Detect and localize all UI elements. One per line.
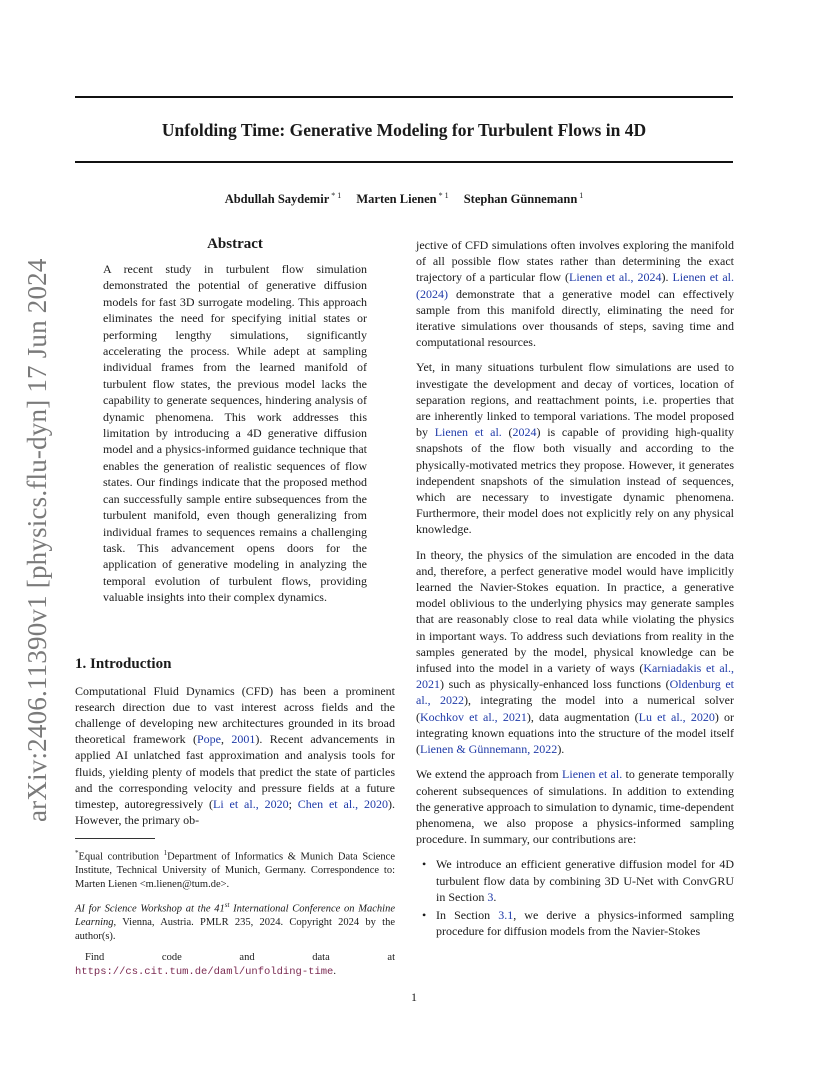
intro-paragraph: Computational Fluid Dynamics (CFD) has been a prominent research direction due to vast interest across fields and the challenge of developing new architectures grounded in its broad theoretical framework (Pope, 2001). Recent advancements in applied AI unlatched fast approximation and analysis tools for fluids, yielding plenty of models that predict the state of particles and the corresponding velocity and pressure fields at a future timestep, autoregressively (Li et al., 2020; Chen et al., 2020). However, the primary ob- <box>75 683 396 828</box>
page-number: 1 <box>411 990 417 1004</box>
citation-link[interactable]: Oldenburg et al., 2022 <box>416 677 735 708</box>
abstract-heading: Abstract <box>207 236 263 252</box>
citation-link[interactable]: Chen et al., 2020 <box>297 796 389 811</box>
abstract-text: A recent study in turbulent flow simulation demonstrated the potential of generative diffusion models for fast 3D surrogate modeling. This approach eliminates the need for specifying initial states or performing lengthy simulations, significantly accelerating the process. While adept at sampling individual frames from the learned manifold of turbulent flow states, the previous model lacks the capability to generate sequences, hindering analysis of dynamic phenomena. This work addresses this limitation by introducing a 4D generative diffusion model and a physics-informed guidance technique that enables the generation of realistic sequences of flow states. Our findings indicate that the proposed method can successfully sample entire subsequences from the turbulent manifold, even though generalizing from individual frames to sequences remains a challenging task. This advancement opens doors for the application of generative modeling in analyzing the temporal evolution of turbulent flows, providing valuable insights into their complex dynamics. <box>103 262 367 605</box>
citation-link[interactable]: Pope <box>196 732 221 747</box>
arxiv-stamp: arXiv:2406.11390v1 [physics.flu-dyn] 17 Jun 2024 <box>22 258 52 822</box>
list-item: • In Section 3.1, we derive a physics-informed sampling procedure for diffusion models from the Navier-Stokes <box>436 907 734 939</box>
right-column <box>416 237 734 941</box>
citation-link[interactable]: Lienen et al. <box>562 767 623 782</box>
citation-link[interactable]: Karniadakis et al., 2021 <box>416 661 734 692</box>
body-paragraph: We extend the approach from Lienen et al. to generate temporally coherent subsequences of simulations. In addition to extending the generative approach to simulation to dynamic, time-dependent phenomena, we also propose a physics-informed sampling procedure. In summary, our contributions are: <box>416 767 735 847</box>
footnote-affiliation: *Equal contribution $^1$Department of Informatics & Munich Data Science Institute, Technical University of Munich, Germany. Correspondence to: Marten Lienen <m.lienen@tum.de>. <box>75 849 395 890</box>
section-link[interactable]: 3.1 <box>498 907 514 922</box>
body-paragraph: Yet, in many situations turbulent flow simulations are used to investigate the development and decay of vortices, location of separation regions, and reattachment points, i.e. properties that are inherently linked to temporal variations. The model proposed by Lienen et al. (2024) is capable of providing high-quality snapshots of the flow both visually and according to the physically-motivated metrics they propose. However, it generates independent snapshots of the simulation instead of sequences, which are necessary to investigate dynamic phenomena. Furthermore, their model does not explicitly rely on any physical knowledge. <box>416 360 735 537</box>
footnote-divider <box>75 838 155 839</box>
citation-link[interactable]: Lu et al., 2020 <box>638 709 715 724</box>
author-list <box>75 191 733 207</box>
citation-link[interactable]: Li et al., 2020 <box>213 796 289 811</box>
author-mark: * 1 <box>438 191 449 200</box>
citation-link[interactable]: Lienen et al. (2024) <box>416 270 735 301</box>
list-item: • We introduce an efficient generative diffusion model for 4D turbulent flow data by combining 3D U-Net with ConvGRU in Section 3. <box>436 856 734 905</box>
citation-link[interactable]: Lienen et al. <box>434 425 502 440</box>
footnote-venue: AI for Science Workshop at the 41st International Conference on Machine Learning, Vienna, Austria. PMLR 235, 2024. Copyright 2024 by the author(s). <box>75 901 395 942</box>
footnote-code: Find code and data at https://cs.cit.tum.de/daml/unfolding-time. <box>75 952 395 978</box>
title-rule-top <box>75 96 733 98</box>
section-heading-introduction: 1. Introduction <box>75 655 172 672</box>
author-name: Abdullah Saydemir <box>224 192 330 207</box>
citation-link[interactable]: 2001 <box>231 732 256 747</box>
citation-link[interactable]: Kochkov et al., 2021 <box>420 709 527 724</box>
contributions-list <box>416 856 734 939</box>
citation-link[interactable]: 2024 <box>512 425 537 440</box>
citation-link[interactable]: Lienen & Günnemann, 2022 <box>420 742 558 757</box>
author-mark: 1 <box>579 191 584 200</box>
code-url-link[interactable]: https://cs.cit.tum.de/daml/unfolding-time <box>75 965 334 978</box>
author-name: Marten Lienen <box>356 192 437 207</box>
section-link[interactable]: 3 <box>487 889 494 904</box>
body-paragraph: In theory, the physics of the simulation are encoded in the data and, therefore, a perfect generative model would have implicitly learned the Navier-Stokes equation. In practice, a generative model oblivious to the underlying physics may generate samples that are reasonably close to real data while violating the physics in important ways. To address such deviations from reality in the samples generated by the model, physical knowledge can be infused into the model in a variety of ways (Karniadakis et al., 2021) such as physically-enhanced loss functions (Oldenburg et al., 2022), integrating the model into a numerical solver (Kochkov et al., 2021), data augmentation (Lu et al., 2020) or integrating known equations into the structure of the model itself (Lienen & Günnemann, 2022). <box>416 547 735 757</box>
left-column <box>75 236 395 987</box>
author-mark: * 1 <box>331 191 342 200</box>
paper-title: Unfolding Time: Generative Modeling for Turbulent Flows in 4D <box>161 120 647 140</box>
title-rule-bottom <box>75 161 733 163</box>
body-paragraph: jective of CFD simulations often involves exploring the manifold of all possible flow states rather than determining the exact trajectory of a particular flow (Lienen et al., 2024). Lienen et al. (2024) demonstrate that a generative model can effectively sample from this manifold directly, eliminating the need for iterative simulations over thousands of steps, saving time and computational resources. <box>416 238 735 350</box>
author-name: Stephan Günnemann <box>463 192 578 207</box>
citation-link[interactable]: Lienen et al., 2024 <box>569 270 662 285</box>
